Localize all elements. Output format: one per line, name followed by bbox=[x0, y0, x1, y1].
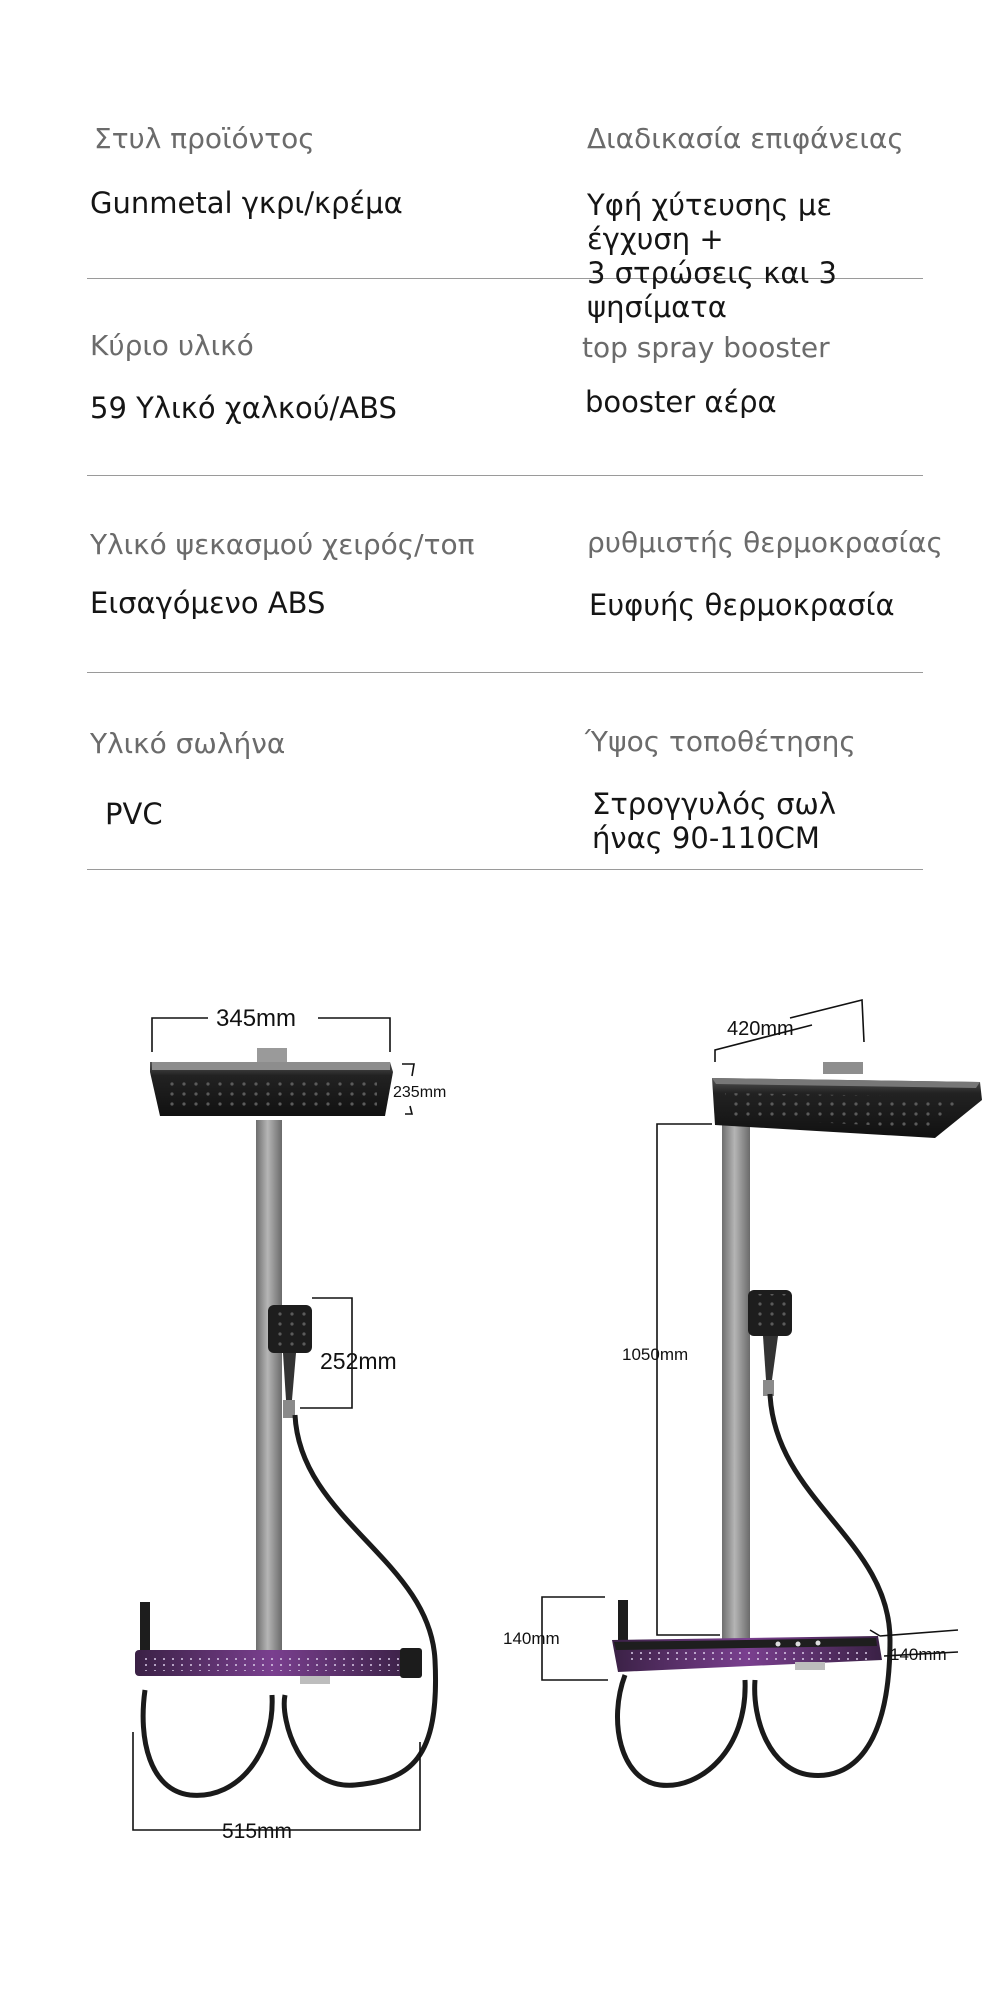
spec-value: Εισαγόμενο ABS bbox=[90, 586, 326, 620]
spec-value: booster αέρα bbox=[585, 385, 777, 419]
spec-table bbox=[87, 100, 943, 870]
dim-side-right-offset: 140mm bbox=[890, 1645, 947, 1664]
spec-value: Ευφυής θερμοκρασία bbox=[589, 588, 895, 622]
dim-front-head-depth: 235mm bbox=[393, 1084, 447, 1101]
spec-label: Στυλ προϊόντος bbox=[94, 122, 315, 155]
spec-row bbox=[87, 279, 923, 476]
spec-label: Υλικό σωλήνα bbox=[90, 727, 286, 760]
spec-value: Υφή χύτευσης με έγχυση + 3 στρώσεις και 3 ψησίματα bbox=[587, 188, 837, 324]
dim-side-head-width: 420mm bbox=[727, 1018, 794, 1040]
spec-row bbox=[87, 476, 943, 673]
dim-side-height: 1050mm bbox=[622, 1345, 689, 1364]
dim-front-base-width: 515mm bbox=[222, 1820, 293, 1843]
dim-side-left-offset: 140mm bbox=[503, 1629, 560, 1648]
dim-front-head-width: 345mm bbox=[216, 1005, 297, 1032]
front-view bbox=[133, 1005, 446, 1843]
spec-value: PVC bbox=[105, 797, 163, 831]
spec-value: 59 Υλικό χαλκού/ABS bbox=[90, 391, 397, 425]
spec-label: ρυθμιστής θερμοκρασίας bbox=[587, 526, 943, 559]
spec-label: top spray booster bbox=[582, 331, 830, 364]
spec-label: Ύψος τοποθέτησης bbox=[585, 725, 856, 758]
spec-value: Gunmetal γκρι/κρέμα bbox=[90, 186, 403, 220]
dimension-drawing bbox=[0, 960, 1000, 2000]
spec-row bbox=[87, 100, 923, 324]
spec-label: Διαδικασία επιφάνειας bbox=[587, 122, 904, 155]
spec-row bbox=[87, 673, 923, 870]
spec-label: Υλικό ψεκασμού χειρός/τοπ bbox=[90, 528, 475, 561]
side-view bbox=[503, 1000, 982, 1785]
spec-label: Κύριο υλικό bbox=[90, 329, 254, 362]
spec-value: Στρογγυλός σωλ ήνας 90-110CM bbox=[592, 787, 837, 855]
dim-front-handheld: 252mm bbox=[320, 1348, 397, 1374]
